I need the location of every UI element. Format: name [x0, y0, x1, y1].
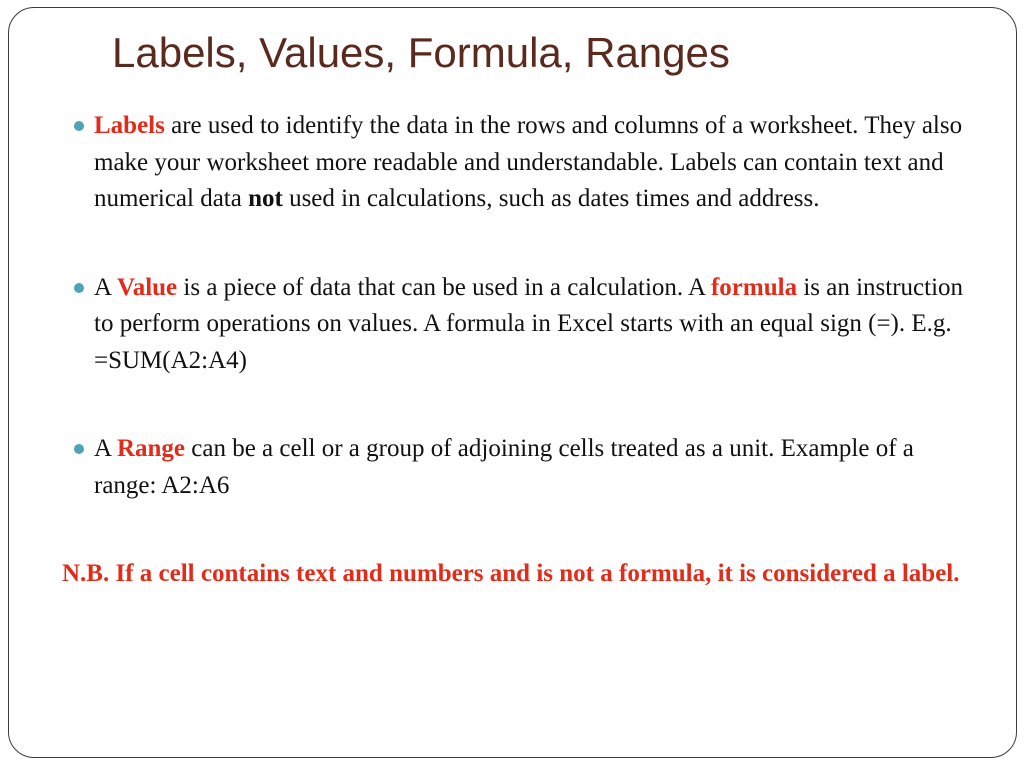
bullet-labels — [62, 108, 980, 218]
term-formula: formula — [710, 273, 798, 301]
bullet-dot-icon — [74, 283, 84, 293]
term-labels: Labels — [94, 112, 165, 139]
bullet-dot-icon — [74, 444, 84, 454]
bullet-text: used in calculations, such as dates times and address. — [282, 185, 820, 212]
note-nb: N.B. If a cell contains text and numbers and is not a formula, it is considered a label. — [62, 560, 960, 587]
bullet-dot-icon — [74, 121, 84, 131]
emphasis-not: not — [248, 185, 283, 212]
slide-title: Labels, Values, Formula, Ranges — [112, 29, 730, 76]
bullet-text: is an instruction to perform operations on values. A formula in Excel starts with an equal sign (=). E.g. =SUM(A2:A4) — [94, 273, 964, 374]
bullet-text: are used to identify the data in the rows and columns of a worksheet. They also make your worksheet more readable and understandable. Labels can contain text and numerical data — [94, 112, 963, 212]
term-range: Range — [116, 435, 185, 462]
slide-body — [62, 108, 980, 593]
bullet-range — [62, 431, 980, 504]
bullet-prefix: A — [94, 273, 117, 301]
bullet-text: is a piece of data that can be used in a calculation. A — [177, 273, 711, 301]
term-value: Value — [116, 273, 178, 301]
bullet-text: can be a cell or a group of adjoining cells treated as a unit. Example of a range: A2:A6 — [94, 435, 914, 499]
bullet-prefix: A — [94, 435, 117, 462]
bullet-value — [62, 270, 980, 380]
